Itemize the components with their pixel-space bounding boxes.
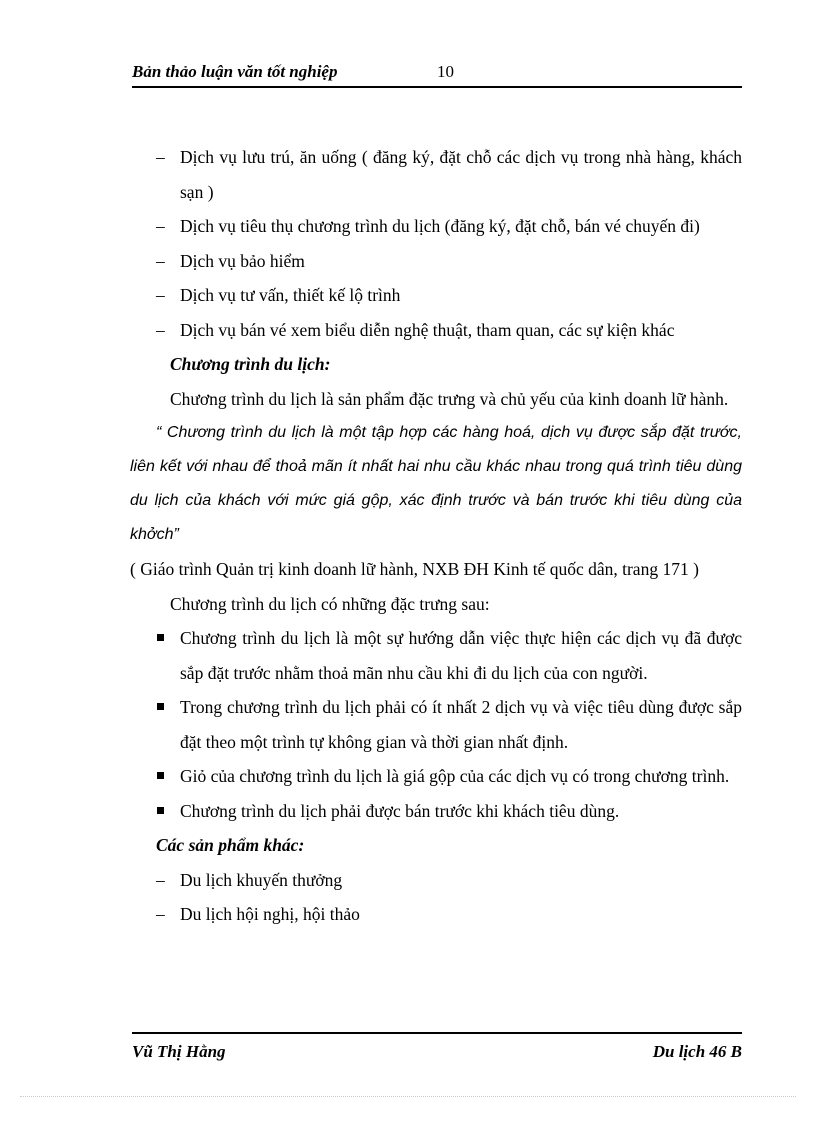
section-heading-program: Chương trình du lịch: bbox=[170, 354, 331, 374]
list-item-text: Du lịch khuyến thưởng bbox=[180, 869, 343, 890]
list-item-text: Dịch vụ lưu trú, ăn uống ( đăng ký, đặt chỗ các dịch vụ trong nhà hàng, khách sạn ) bbox=[180, 147, 742, 202]
page-body bbox=[130, 140, 742, 932]
list-item-text: Trong chương trình du lịch phải có ít nhất 2 dịch vụ và việc tiêu dùng được sắp đặt theo một trình tự không gian và thời gian nhất định. bbox=[180, 697, 742, 752]
list-item bbox=[130, 140, 742, 209]
list-item-text: Du lịch hội nghị, hội thảo bbox=[180, 904, 360, 924]
quote-definition: “ Chương trình du lịch là một tập hợp các hàng hoá, dịch vụ được sắp đặt trước, liên kết với nhau để thoả mãn ít nhất hai nhu cầu khác nhau trong quá trình tiêu dùng du lịch của khách với mức giá gộp, xác định trước và bán trước khi tiêu dùng của khởch” bbox=[130, 424, 742, 543]
page-border-divider bbox=[20, 1096, 796, 1097]
dash-bullet: – bbox=[156, 285, 165, 305]
list-item bbox=[130, 759, 742, 794]
list-item bbox=[130, 897, 742, 932]
list-item-text: Chương trình du lịch là một sự hướng dẫn việc thực hiện các dịch vụ đã được sắp đặt trước nhằm thoả mãn nhu cầu khi đi du lịch của con người. bbox=[180, 628, 742, 683]
square-bullet-icon bbox=[157, 772, 164, 779]
list-item bbox=[130, 209, 742, 244]
footer-author: Vũ Thị Hằng bbox=[132, 1042, 226, 1061]
page-number: 10 bbox=[437, 62, 454, 81]
dash-bullet: – bbox=[156, 147, 165, 167]
page-footer bbox=[132, 1032, 742, 1064]
list-item-text: Dịch vụ tư vấn, thiết kế lộ trình bbox=[180, 285, 401, 305]
header-title: Bản thảo luận văn tốt nghiệp bbox=[132, 62, 338, 81]
dash-bullet: – bbox=[156, 319, 165, 340]
list-item bbox=[130, 690, 742, 759]
list-item bbox=[130, 313, 742, 348]
dash-bullet: – bbox=[156, 216, 165, 236]
list-item bbox=[130, 278, 742, 313]
square-bullet-icon bbox=[157, 703, 164, 710]
list-item-text: Chương trình du lịch phải được bán trước khi khách tiêu dùng. bbox=[180, 800, 620, 821]
list-item bbox=[130, 244, 742, 279]
features-intro: Chương trình du lịch có những đặc trưng sau: bbox=[170, 593, 490, 614]
page-header bbox=[132, 62, 742, 88]
square-bullet-icon bbox=[157, 807, 164, 814]
list-item-text: Dịch vụ bán vé xem biểu diễn nghệ thuật, tham quan, các sự kiện khác bbox=[180, 319, 675, 340]
citation-source: ( Giáo trình Quản trị kinh doanh lữ hành, NXB ĐH Kinh tế quốc dân, trang 171 ) bbox=[130, 559, 699, 579]
dash-bullet: – bbox=[156, 869, 165, 890]
square-bullet-icon bbox=[157, 634, 164, 641]
list-item bbox=[130, 621, 742, 690]
paragraph-program: Chương trình du lịch là sản phẩm đặc trưng và chủ yếu của kinh doanh lữ hành. bbox=[170, 388, 729, 409]
footer-class: Du lịch 46 B bbox=[652, 1042, 742, 1061]
list-item-text: Dịch vụ tiêu thụ chương trình du lịch (đăng ký, đặt chỗ, bán vé chuyến đi) bbox=[180, 216, 700, 236]
list-item bbox=[130, 863, 742, 898]
list-item-text: Giỏ của chương trình du lịch là giá gộp của các dịch vụ có trong chương trình. bbox=[180, 766, 730, 786]
list-item-text: Dịch vụ bảo hiểm bbox=[180, 250, 305, 271]
list-item bbox=[130, 794, 742, 829]
section-heading-other: Các sản phẩm khác: bbox=[156, 835, 305, 855]
dash-bullet: – bbox=[156, 904, 165, 924]
dash-bullet: – bbox=[156, 250, 165, 271]
